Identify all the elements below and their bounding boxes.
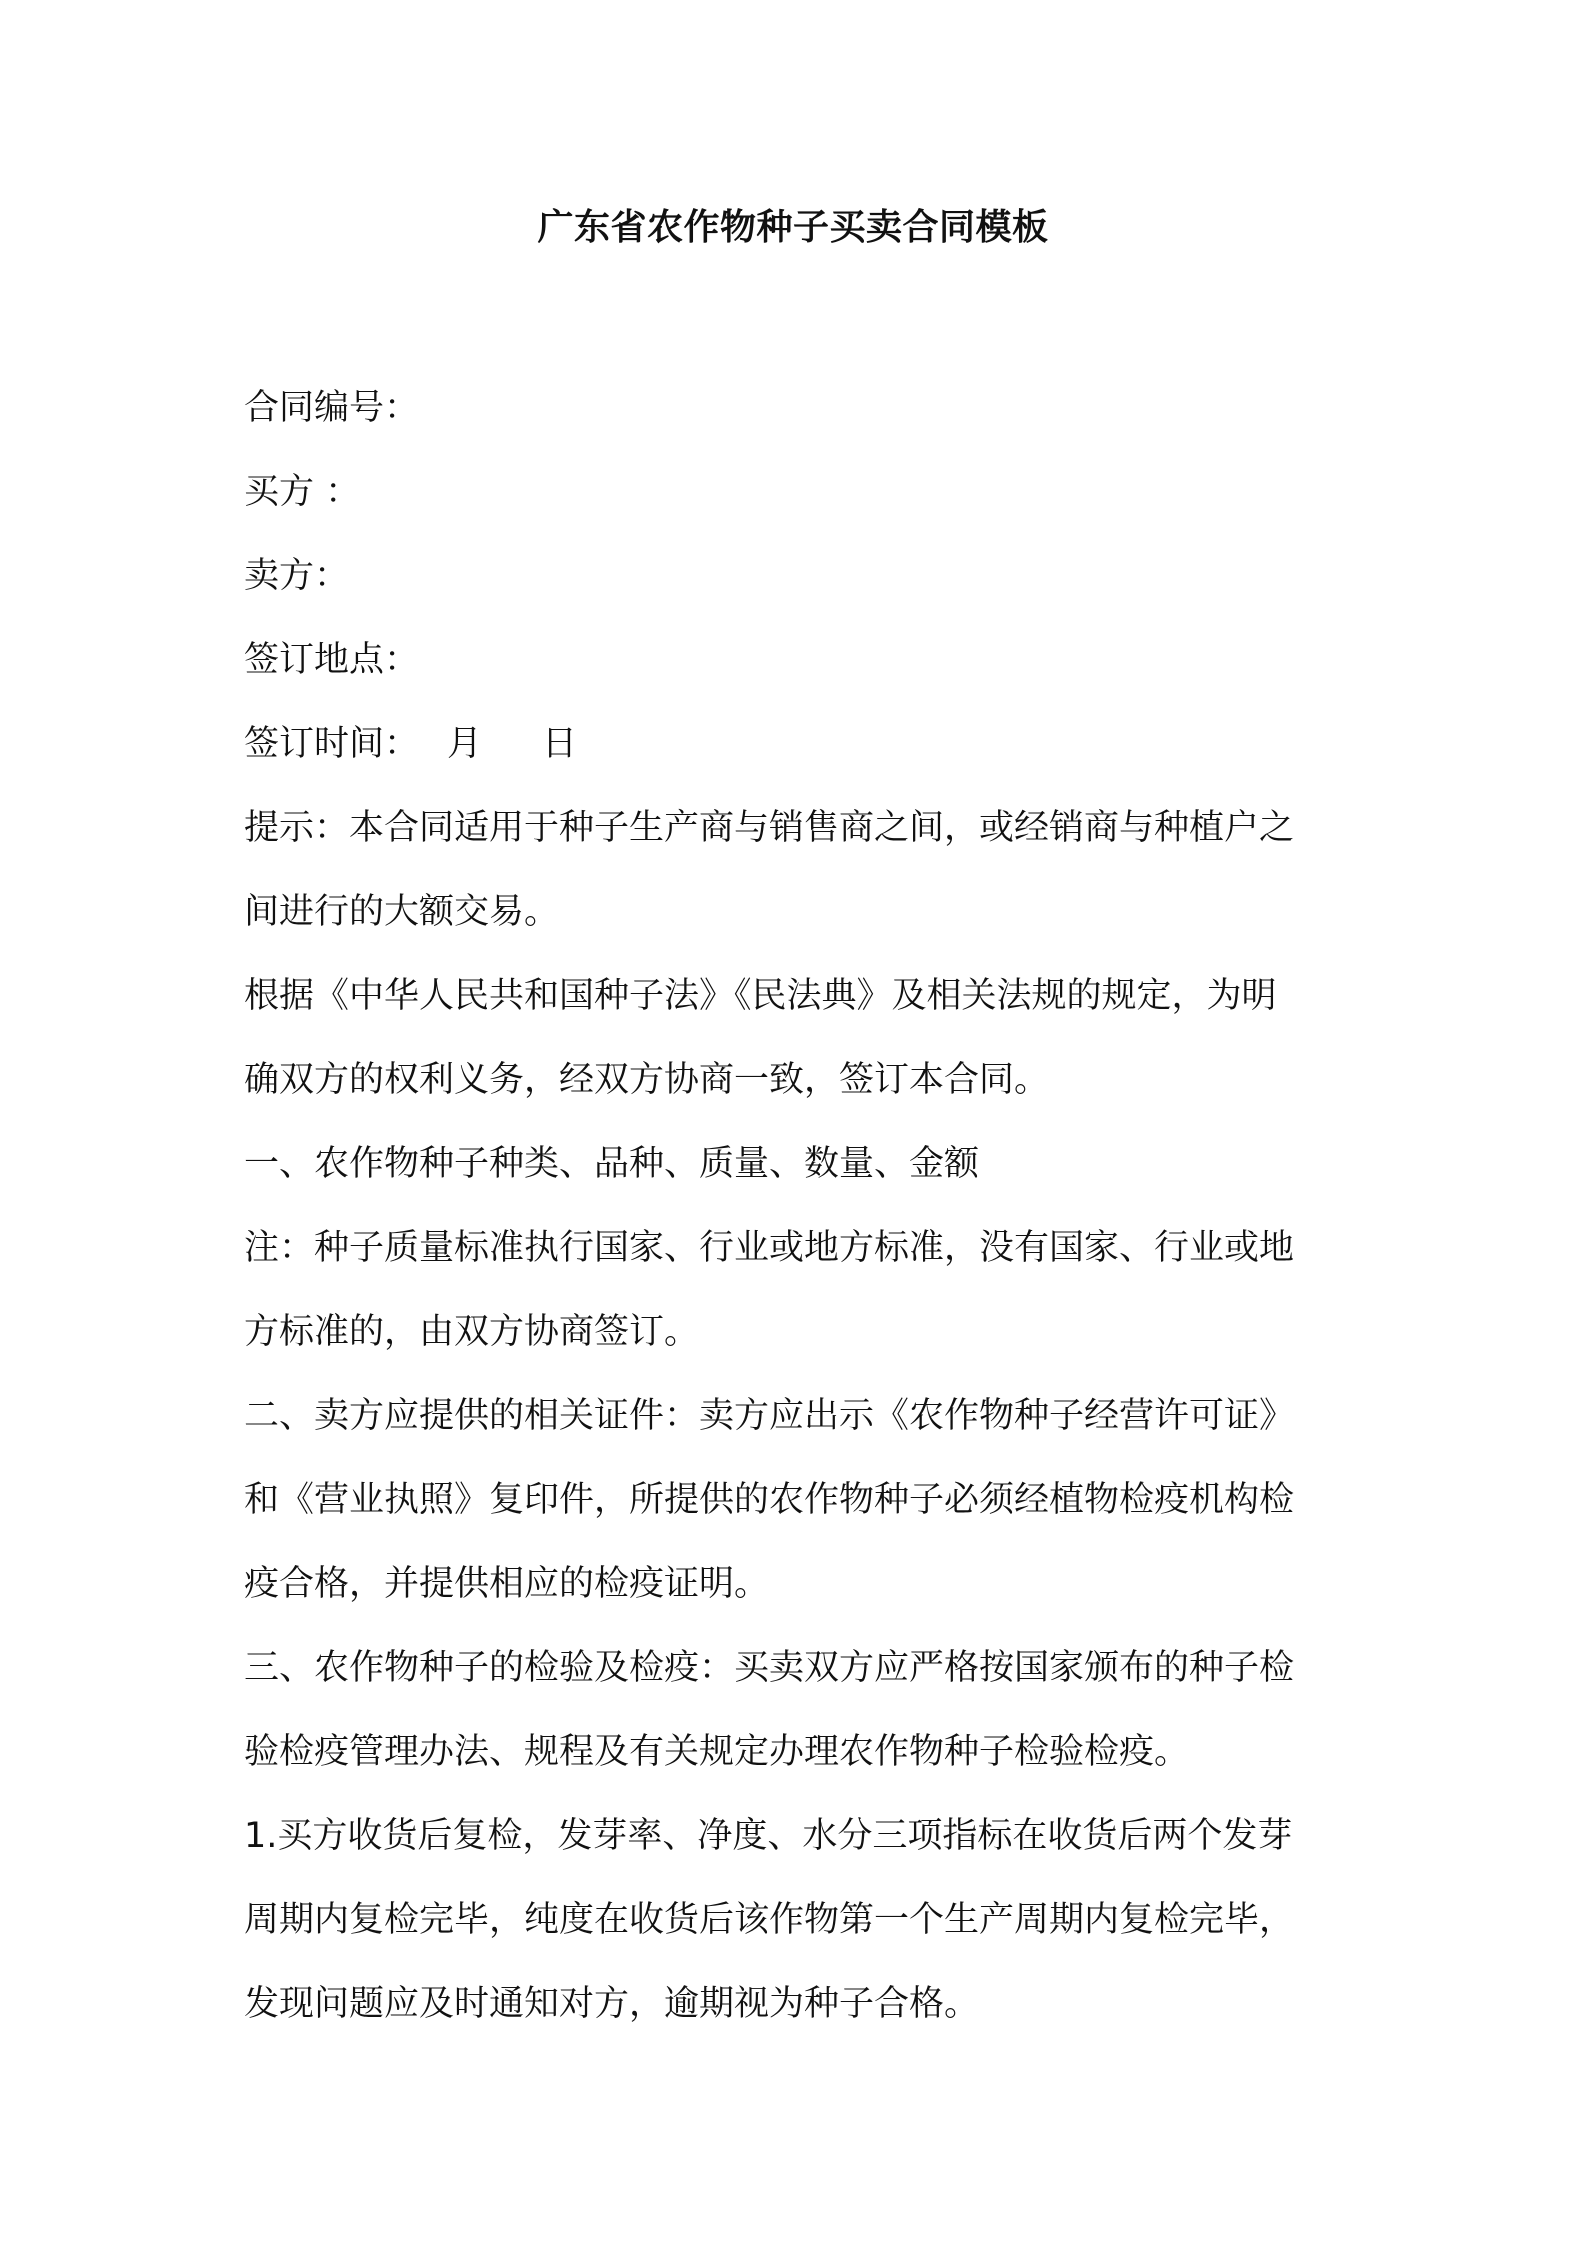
- body-line: 周期内复检完毕，纯度在收货后该作物第一个生产周期内复检完毕，: [244, 1900, 1295, 1940]
- body-line: 提示：本合同适用于种子生产商与销售商之间，或经销商与种植户之: [244, 808, 1295, 848]
- body-line: 验检疫管理办法、规程及有关规定办理农作物种子检验检疫。: [244, 1732, 1190, 1772]
- body-line: 根据《中华人民共和国种子法》《民法典》及相关法规的规定，为明: [244, 976, 1277, 1016]
- sign-place-field: 签订地点：: [244, 640, 420, 680]
- body-line: 间进行的大额交易。: [244, 892, 560, 932]
- contract-number-field: 合同编号：: [244, 388, 420, 428]
- sign-time-label: 签订时间：: [244, 724, 420, 764]
- seller-field: 卖方：: [244, 556, 350, 596]
- body-line: 注：种子质量标准执行国家、行业或地方标准，没有国家、行业或地: [244, 1228, 1295, 1268]
- body-line: 和《营业执照》复印件，所提供的农作物种子必须经植物检疫机构检: [244, 1480, 1295, 1520]
- sign-time-field: [244, 702, 1364, 786]
- body-line: 疫合格，并提供相应的检疫证明。: [244, 1564, 770, 1604]
- section-heading-3: 三、农作物种子的检验及检疫：买卖双方应严格按国家颁布的种子检: [244, 1648, 1295, 1688]
- document-title: 广东省农作物种子买卖合同模板: [537, 207, 1049, 248]
- body-line: 发现问题应及时通知对方，逾期视为种子合格。: [244, 1984, 980, 2024]
- body-line: 确双方的权利义务，经双方协商一致，签订本合同。: [244, 1060, 1050, 1100]
- buyer-field: 买方 ：: [244, 472, 361, 512]
- sign-time-day: 日: [542, 724, 578, 764]
- section-heading-2: 二、卖方应提供的相关证件：卖方应出示《农作物种子经营许可证》: [244, 1396, 1295, 1436]
- clause-1: 1.买方收货后复检，发芽率、净度、水分三项指标在收货后两个发芽: [244, 1816, 1293, 1856]
- body-line: 方标准的，由双方协商签订。: [244, 1312, 700, 1352]
- sign-time-month: 月: [447, 724, 483, 764]
- document-body: [244, 366, 1364, 2046]
- section-heading-1: 一、农作物种子种类、品种、质量、数量、金额: [244, 1144, 980, 1184]
